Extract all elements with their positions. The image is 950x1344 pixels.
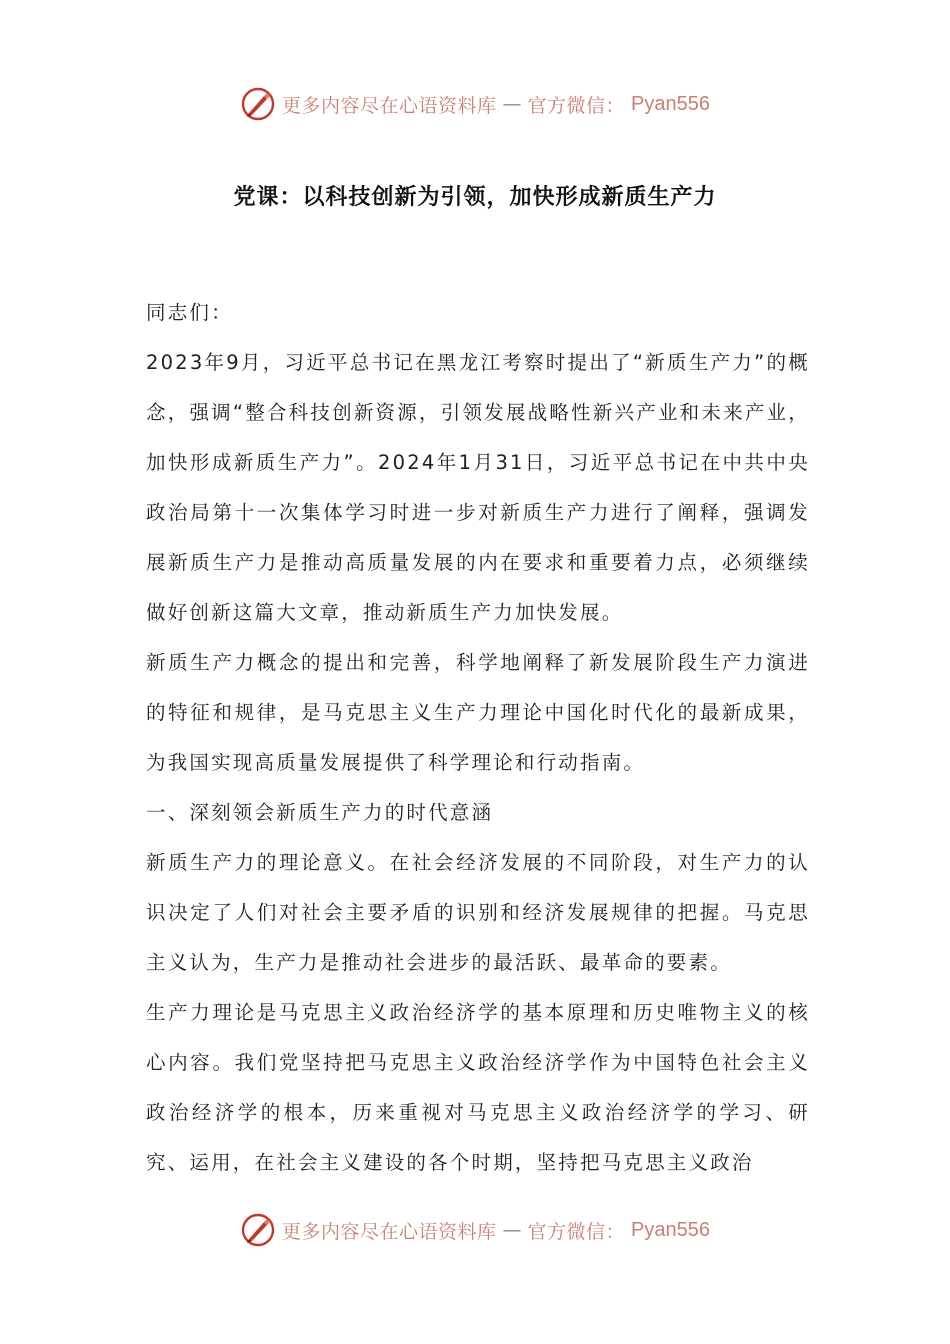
watermark-separator: — bbox=[502, 93, 522, 115]
paragraph: 生产力理论是马克思主义政治经济学的基本原理和历史唯物主义的核心内容。我们党坚持把马克思主义政治经济学作为中国特色社会主义政治经济学的根本，历来重视对马克思主义政治经济学的学习、研究、运用，在社会主义建设的各个时期，坚持把马克思主义政治 bbox=[146, 1001, 810, 1174]
paragraph: 新质生产力的理论意义。在社会经济发展的不同阶段，对生产力的认识决定了人们对社会主要矛盾的识别和经济发展规律的把握。马克思主义认为，生产力是推动社会进步的最活跃、最革命的要素。 bbox=[146, 851, 810, 974]
pen-logo-icon bbox=[240, 1212, 276, 1248]
watermark-wechat-id: Pyan556 bbox=[631, 1218, 710, 1241]
watermark-header bbox=[0, 84, 950, 124]
watermark-separator: — bbox=[502, 1219, 522, 1241]
paragraph: 2023年9月，习近平总书记在黑龙江考察时提出了“新质生产力”的概念，强调“整合科技创新资源，引领发展战略性新兴产业和未来产业，加快形成新质生产力”。2024年1月31日，习近平总书记在中共中央政治局第十一次集体学习时进一步对新质生产力进行了阐释，强调发展新质生产力是推动高质量发展的内在要求和重要着力点，必须继续做好创新这篇大文章，推动新质生产力加快发展。 bbox=[146, 351, 810, 624]
watermark-main-text: 更多内容尽在心语资料库 bbox=[282, 94, 497, 117]
watermark-wechat-label: 官方微信： bbox=[527, 1220, 626, 1243]
watermark-footer bbox=[0, 1210, 950, 1250]
document-title: 党课：以科技创新为引领，加快形成新质生产力 bbox=[233, 185, 717, 210]
greeting: 同志们： bbox=[146, 301, 233, 324]
section-heading: 一、深刻领会新质生产力的时代意涵 bbox=[146, 801, 494, 824]
watermark-main-text: 更多内容尽在心语资料库 bbox=[282, 1220, 497, 1243]
document-body bbox=[146, 288, 810, 1188]
pen-logo-icon bbox=[240, 86, 276, 122]
watermark-wechat-id: Pyan556 bbox=[631, 92, 710, 115]
watermark-wechat-label: 官方微信： bbox=[527, 94, 626, 117]
paragraph: 新质生产力概念的提出和完善，科学地阐释了新发展阶段生产力演进的特征和规律，是马克思主义生产力理论中国化时代化的最新成果，为我国实现高质量发展提供了科学理论和行动指南。 bbox=[146, 651, 810, 774]
